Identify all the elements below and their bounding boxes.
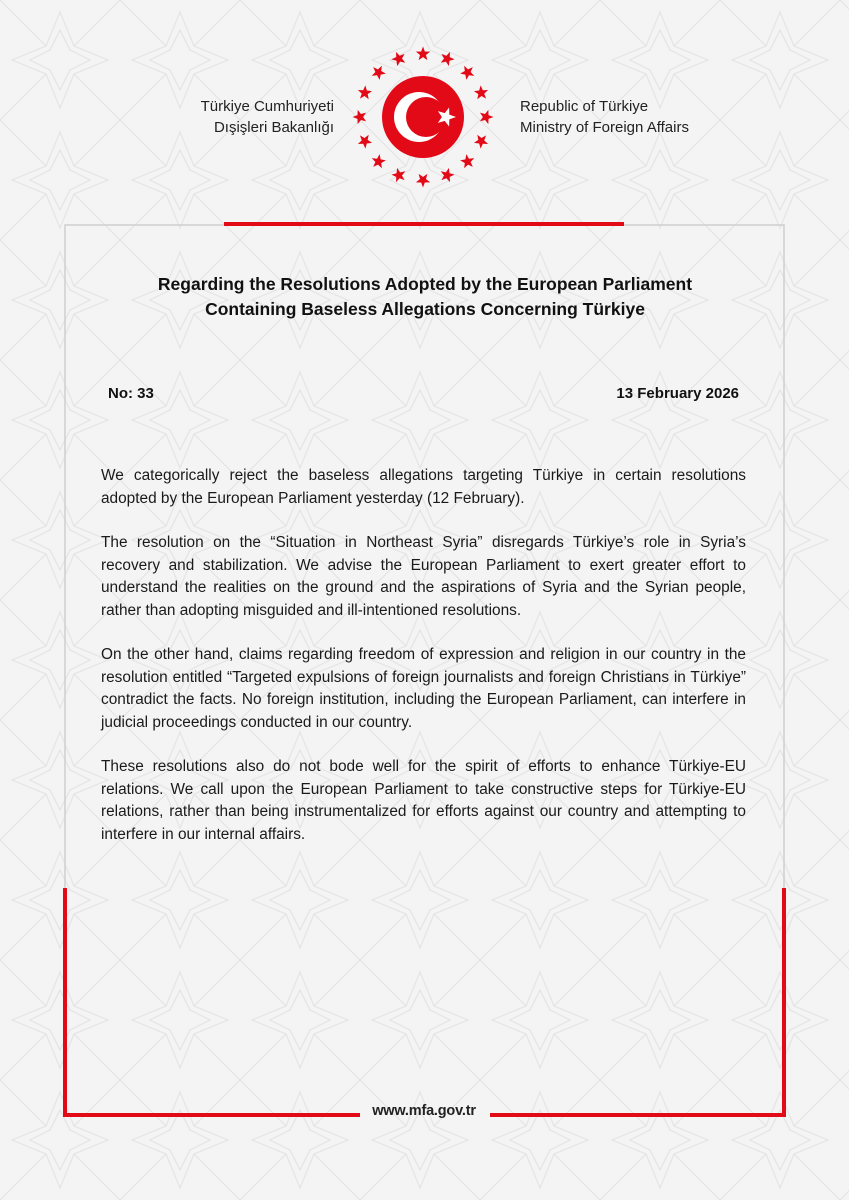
header-english-line1: Republic of Türkiye — [520, 98, 649, 115]
seal-star — [358, 85, 372, 99]
paragraph: The resolution on the “Situation in Northeast Syria” disregards Türkiye’s role in Syria’s recovery and stabilization. We advise the European Parliament to exert greater effort to understand the realities on the ground and the aspirations of Syria and the Syrian people, rather than adopting misguided and ill-intentioned resolutions. — [101, 534, 746, 619]
header-turkish-name — [150, 96, 334, 138]
seal-star — [474, 135, 488, 149]
paragraph: On the other hand, claims regarding freedom of expression and religion in our country in the resolution entitled “Targeted expulsions of foreign journalists and foreign Christians in Türkiye” contradict the facts. No foreign institution, including the European Parliament, can interfere in judicial proceedings conducted in our country. — [101, 646, 746, 731]
title-line1: Regarding the Resolutions Adopted by the European Parliament — [157, 274, 693, 294]
header-turkish-line1: Türkiye Cumhuriyeti — [200, 98, 334, 115]
document-title — [70, 272, 780, 322]
seal-star — [441, 52, 455, 66]
header-english-name — [520, 96, 720, 138]
header-turkish-line2: Dışişleri Bakanlığı — [213, 119, 334, 136]
seal-star — [441, 168, 455, 182]
website-link[interactable]: www.mfa.gov.tr — [372, 1103, 476, 1119]
seal-star — [372, 66, 386, 80]
seal-star — [460, 66, 474, 80]
seal-star — [416, 174, 430, 188]
paragraph: We categorically reject the baseless allegations targeting Türkiye in certain resolutions adopted by the European Parliament yesterday (12 February). — [101, 467, 746, 507]
seal-star — [372, 154, 386, 168]
seal-star — [480, 110, 494, 124]
title-line2: Containing Baseless Allegations Concerning Türkiye — [205, 299, 645, 319]
document-number: No: 33 — [108, 385, 154, 402]
seal-star — [353, 110, 367, 124]
document-date: 13 February 2026 — [616, 385, 739, 402]
document-body — [101, 465, 746, 868]
header-english-line2: Ministry of Foreign Affairs — [520, 119, 689, 136]
seal-star — [474, 85, 488, 99]
seal-star — [416, 47, 430, 61]
crescent-star-seal-icon — [346, 40, 500, 194]
seal-star — [460, 154, 474, 168]
seal-star — [358, 135, 372, 149]
seal-star — [391, 168, 405, 182]
seal-star — [391, 52, 405, 66]
paragraph: These resolutions also do not bode well for the spirit of efforts to enhance Türkiye-EU relations. We call upon the European Parliament to take constructive steps for Türkiye-EU relations, rather than being instrumentalized for efforts against our country and attempting to interfere in our internal affairs. — [101, 758, 746, 843]
